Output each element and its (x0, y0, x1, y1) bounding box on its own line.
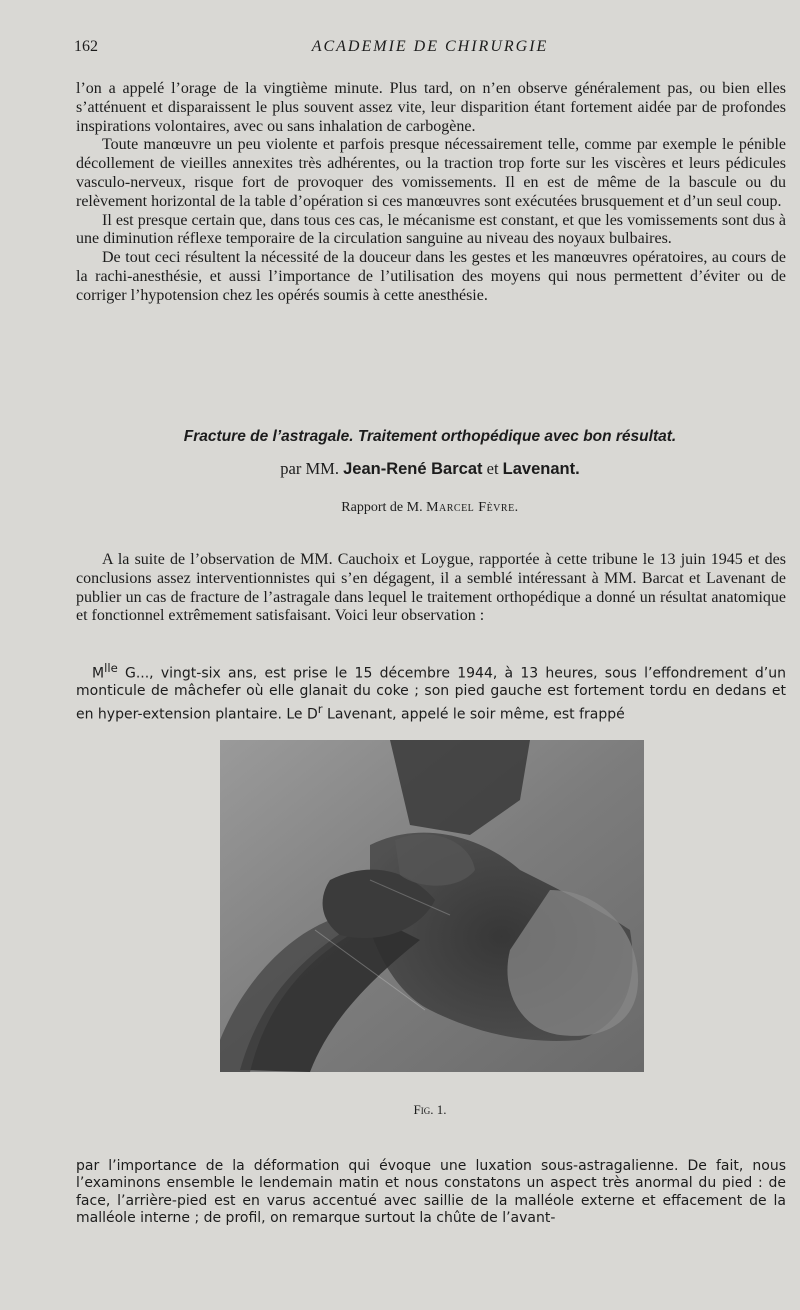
doctor-sup: r (317, 701, 323, 716)
intro-block (76, 551, 786, 626)
paragraph: De tout ceci résultent la nécessité de la douceur dans les gestes et les manœuvres opératoires, au cours de la rachi-anesthésie, et aussi l’importance de l’utilisation des moyens qui nous permettent d’éviter ou de corriger l’hypotension chez les opérés soumis à cette anesthésie. (76, 249, 786, 304)
bottom-text-block (76, 1158, 786, 1227)
article-title: Fracture de l’astragale. Traitement orthopédique avec bon résultat. (183, 428, 677, 445)
figure-caption: Fig. 1. (413, 1102, 447, 1117)
byline-prefix: par MM. (280, 459, 339, 478)
case-report (76, 660, 786, 724)
byline (60, 459, 800, 479)
case-salutation: M (92, 665, 105, 682)
top-text-block (76, 80, 786, 306)
byline-conjunction: et (486, 459, 499, 478)
paragraph: Toute manœuvre un peu violente et parfois presque nécessairement telle, comme par exemple le pénible décollement de vieilles annexites très adhérentes, ou la traction trop forte sur les viscères et leurs pédicules vasculo-nerveux, risque fort de provoquer des vomissements. Il en est de même de la bascule ou du relèvement horizontal de la table d’opération si ces manœuvres sont exécutées brusquement et d’un seul coup. (76, 136, 786, 210)
report-prefix: Rapport de M. (341, 500, 423, 515)
paragraph: l’on a appelé l’orage de la vingtième minute. Plus tard, on n’en observe généralement pas, ou bien elles s’atténuent et disparaissent le plus souvent assez vite, leur disparition étant fortement aidée par de profondes inspirations volontaires, avec ou sans inhalation de carbogène. (76, 80, 786, 135)
case-text-2: Lavenant, appelé le soir même, est frappé (322, 706, 625, 723)
page-header (74, 38, 786, 60)
running-title: ACADEMIE DE CHIRURGIE (311, 38, 549, 55)
paragraph: Il est presque certain que, dans tous ces cas, le mécanisme est constant, et que les vomissements sont dus à une diminution réflexe temporaire de la circulation sanguine au niveau des noyaux bulbaires. (76, 211, 786, 248)
intro-paragraph: A la suite de l’observation de MM. Cauchoix et Loygue, rapportée à cette tribune le 13 juin 1945 et des conclusions assez interventionnistes qui s’en dégagent, il a semblé intéressant à MM. Barcat et Lavenant de publier un cas de fracture de l’astragale dans lequel le traitement orthopédique a donné un résultat anatomique et fonctionnel extrêmement satisfaisant. Voici leur observation : (76, 551, 786, 625)
author-2: Lavenant. (502, 460, 580, 478)
xray-figure (220, 740, 644, 1072)
case-salutation-sup: lle (104, 661, 118, 675)
reporter-name: Marcel Fèvre. (426, 500, 519, 515)
paragraph: par l’importance de la déformation qui évoque une luxation sous-astragalienne. De fait, nous l’examinons ensemble le lendemain matin et nous constatons un aspect très anormal du pied : de face, l’arrière-pied est en varus accentué avec saillie de la malléole externe et effacement de la malléole interne ; de profil, on remarque surtout la chûte de l’avant- (76, 1158, 786, 1226)
report-line (60, 500, 800, 516)
author-1: Jean-René Barcat (343, 460, 483, 478)
page-number: 162 (74, 38, 98, 55)
case-text-1: G..., vingt-six ans, est prise le 15 décembre 1944, à 13 heures, sous l’effondrement d’un monticule de mâchefer où elle glanait du coke ; son pied gauche est fortement tordu en dedans et en hyper-extension plantaire. Le D (76, 665, 786, 723)
xray-foot-image (220, 740, 644, 1072)
